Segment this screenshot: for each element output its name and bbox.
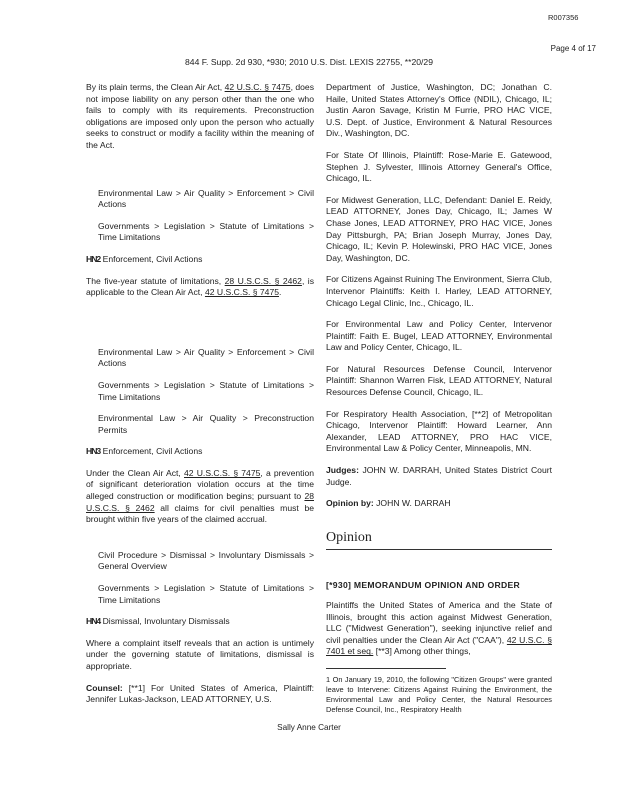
headnote-text (86, 468, 314, 526)
text: Plaintiffs the United States of America and the State of Illinois, brought this action against Midwest Generation, LLC ("Midwest Generation"), seeking injunctive relief and civil penalties under the Clean Air Act ("CAA"), (326, 600, 552, 645)
headnote-heading[interactable] (86, 616, 314, 628)
statute-link[interactable]: 42 U.S.C. § 7401 et seq. (326, 634, 552, 657)
counsel (86, 683, 314, 706)
opinion-paragraph (326, 600, 552, 658)
headnote-heading[interactable] (86, 446, 314, 458)
text: , does not impose liability on any person other than the one who fails to comply with its requirements. Preconstruction obligations are imposed only upon the person who actually seeks to construct or modify a facility within the meaning of the Act. (86, 82, 314, 150)
footnote: 1 On January 19, 2010, the following "Citizen Groups" were granted leave to Intervene: Citizens Against Ruining the Environment, the Environmental Law and Policy Center, the Natural Resources Defense Council, Inc., Respiratory Health (326, 674, 552, 714)
topic-path[interactable]: Civil Procedure > Dismissal > Involuntary Dismissals > General Overview (98, 549, 314, 572)
text: [**3] Among other things, (373, 646, 471, 657)
text: The five-year statute of limitations, (86, 275, 225, 286)
headnote-label: Enforcement, Civil Actions (102, 253, 203, 264)
topic-path[interactable]: Governments > Legislation > Statute of Limitations > Time Limitations (98, 379, 314, 402)
footnote-divider (326, 668, 446, 669)
counsel-entry: For State Of Illinois, Plaintiff: Rose-Marie E. Gatewood, Stephen J. Sylvester, Illinois Attorney General's Office, Chicago, IL. (326, 149, 552, 184)
judges (326, 465, 552, 488)
paragraph-holding (86, 82, 314, 152)
headnote-heading[interactable] (86, 254, 314, 266)
case-citation: 844 F. Supp. 2d 930, *930; 2010 U.S. Dist. LEXIS 22755, **20/29 (185, 57, 433, 67)
topic-path[interactable]: Governments > Legislation > Statute of Limitations > Time Limitations (98, 583, 314, 605)
topic-path[interactable]: Environmental Law > Air Quality > Preconstruction Permits (98, 413, 314, 435)
headnote-label: Enforcement, Civil Actions (102, 446, 203, 457)
text: Under the Clean Air Act, (86, 467, 184, 478)
counsel-entry: Department of Justice, Washington, DC; Jonathan C. Haile, United States Attorney's Office (NDIL), Chicago, IL; Justin Aaron Savage, Kristin M Furrie, PRO HAC VICE, U.S. Dept. of Justice, Environment & Natural Resources Div., Washington, DC. (326, 82, 552, 139)
counsel-entry: For Citizens Against Ruining The Environment, Sierra Club, Intervenor Plaintiffs: Keith I. Harley, LEAD ATTORNEY, Chicago Legal Clinic, Inc., Chicago, IL. (326, 274, 552, 308)
statute-link[interactable]: 42 U.S.C.S. § 7475 (184, 467, 261, 478)
text: JOHN W. DARRAH, United States District Court Judge. (326, 465, 552, 487)
text: , a prevention of significant deterioration violation occurs at the time alleged construction or modification begins; pursuant to (86, 467, 315, 502)
text: [**1] For United States of America, Plaintiff: Jennifer Lukas-Jackson, LEAD ATTORNEY, U.S. (86, 682, 314, 705)
text: all claims for civil penalties must be brought within five years of the claimed accrual. (86, 502, 315, 525)
headnote-label: Dismissal, Involuntary Dismissals (102, 616, 230, 627)
counsel-entry: For Midwest Generation, LLC, Defendant: Daniel E. Reidy, LEAD ATTORNEY, Jones Day, Chicago, IL; James W Chase Jones, LEAD ATTORNEY, PRO HAC VICE, Jones Day Pittsburgh, PA; Brian Joseph Murray, Jones Day, Chicago, IL; Kevin P. Holewinski, PRO HAC VICE, Jones Day, Washington, DC. (326, 194, 552, 263)
topic-path[interactable]: Environmental Law > Air Quality > Enforcement > Civil Actions (98, 346, 314, 369)
statute-link[interactable]: 42 U.S.C.S. § 7475 (204, 287, 279, 298)
headnote-text (86, 276, 314, 299)
counsel-entry: For Environmental Law and Policy Center, Intervenor Plaintiff: Faith E. Bugel, LEAD ATTORNEY, Environmental Law and Policy Center, Chicago, IL. (326, 319, 552, 353)
topic-path[interactable]: Environmental Law > Air Quality > Enforcement > Civil Actions (98, 187, 314, 210)
right-column (326, 82, 552, 725)
statute-link[interactable]: 28 U.S.C.S. § 2462 (224, 275, 302, 286)
footer-name: Sally Anne Carter (277, 723, 341, 732)
text: . (279, 287, 282, 298)
headnote-icon: HN2 (86, 253, 101, 264)
counsel-label: Counsel: (86, 682, 123, 693)
page-number: Page 4 of 17 (550, 44, 596, 53)
left-column (86, 82, 314, 716)
headnote-text: Where a complaint itself reveals that an action is untimely under the governing statute of limitations, dismissal is appropriate. (86, 637, 314, 671)
headnote-icon: HN4 (86, 616, 101, 627)
counsel-entry: For Respiratory Health Association, [**2] of Metropolitan Chicago, Intervenor Plaintiff: Howard Learner, Ann Alexander, LEAD ATTORNEY, PRO HAC VICE, Environmental Law & Policy Center, Minneapolis, MN. (326, 408, 552, 454)
opinion-by-label: Opinion by: (326, 498, 374, 509)
text: JOHN W. DARRAH (373, 498, 451, 509)
document-id: R007356 (548, 13, 579, 22)
topic-path[interactable]: Governments > Legislation > Statute of Limitations > Time Limitations (98, 220, 314, 243)
counsel-entry: For Natural Resources Defense Council, Intervenor Plaintiff: Shannon Warren Fisk, LEAD ATTORNEY, Natural Resources Defense Council, Chicago, IL. (326, 363, 552, 398)
opinion-heading: Opinion (326, 529, 372, 545)
judges-label: Judges: (326, 465, 359, 476)
statute-link[interactable]: 28 U.S.C.S. § 2462 (86, 491, 314, 513)
opinion-by (326, 498, 552, 510)
statute-link[interactable]: 42 U.S.C. § 7475 (224, 82, 291, 92)
divider (326, 549, 552, 550)
text: By its plain terms, the Clean Air Act, (86, 82, 225, 92)
memorandum-heading: [*930] MEMORANDUM OPINION AND ORDER (326, 580, 521, 591)
headnote-icon: HN3 (86, 446, 101, 457)
text: , is applicable to the Clean Air Act, (86, 275, 314, 298)
